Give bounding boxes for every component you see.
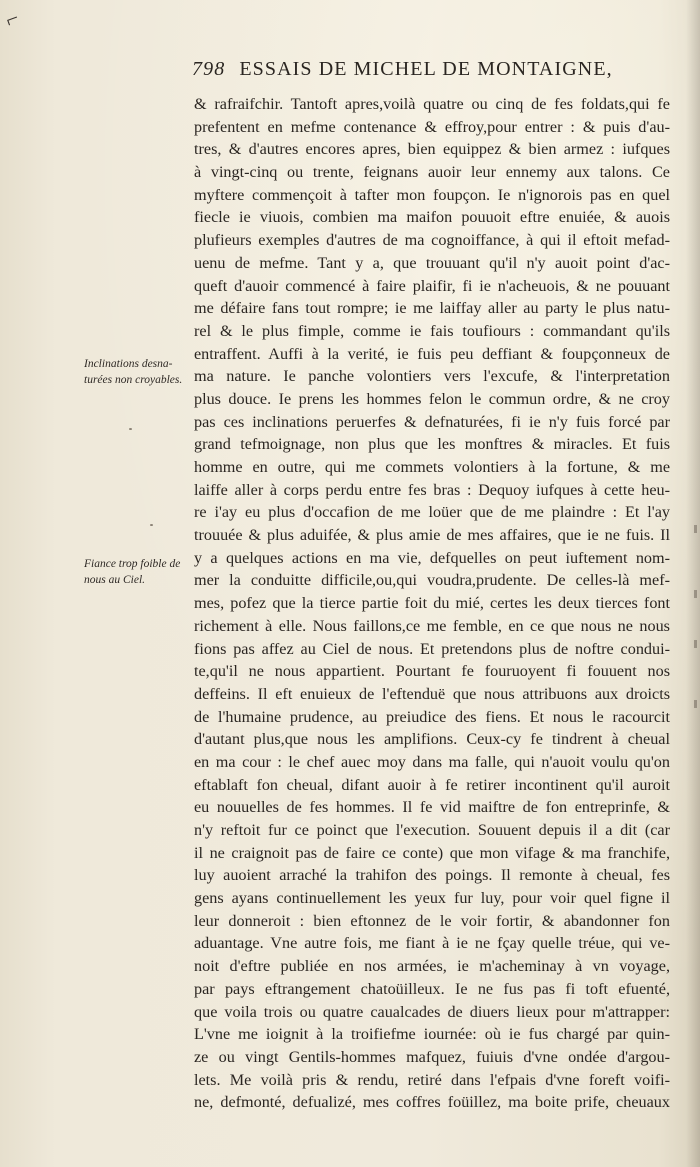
text-line: fions pas affez au Ciel de nous. Et pretendons plus de noftre condui-: [194, 639, 670, 658]
corner-ink-mark: ⌐: [1, 4, 23, 33]
margin-note-inclinations: Inclinations desna-turées non croyables.: [84, 358, 183, 386]
text-line: plufieurs exemples d'autres de ma cognoiffance, à qui il eftoit mefad-: [194, 231, 670, 250]
text-line: ne, defmonté, defualizé, mes coffres foüillez, ma boite prife, cheuaux: [194, 1093, 670, 1112]
text-line: L'vne me ioignit à la troifiefme iournée: où ie fus chargé par quin-: [194, 1025, 670, 1044]
text-line: entraffent. Auffi à la verité, ie fuis peu deffiant & foupçonneux de: [194, 344, 670, 363]
text-line: par pays eftrangement chatoüilleux. Ie ne fus pas fi toft efuenté,: [194, 979, 670, 998]
text-line: n'y reftoit fur ce poinct que l'execution. Souuent depuis il a dit (car: [194, 821, 670, 839]
text-line: pas ces inclinations peruerfes & defnaturées, fi ie n'y fuis forcé par: [194, 412, 670, 431]
text-line: rel & le plus fimple, comme ie fais toufiours : commandant qu'ils: [194, 321, 670, 340]
text-line: tres, & d'autres encores apres, bien equippez & bien armez : iufques: [194, 140, 670, 159]
body-text-block: [194, 93, 670, 1114]
text-line: eftablaft fon cheual, difant auoir à fe retirer incontinent qu'il auroit: [194, 775, 670, 794]
paper-speck: [129, 428, 132, 430]
text-line: en ma cour : le chef auec moy dans ma falle, qui n'auoit voulu qu'on: [194, 752, 670, 771]
text-line: homme en outre, qui me commets volontiers à la fortune, & me: [194, 458, 670, 476]
text-line: d'autant plus,que nous les amplifions. Ceux-cy fe tindrent à cheual: [194, 730, 670, 749]
running-header: [192, 58, 662, 81]
text-line: noit d'eftre publiée en nos armées, ie m'acheminay à vn voyage,: [194, 957, 670, 976]
text-line: ze ou vingt Gentils-hommes mafquez, fuiuis d'vne ondée d'argou-: [194, 1047, 670, 1066]
folio-number: 798: [192, 58, 226, 80]
text-line: myftere commençoit à tafter mon foupçon. Ie n'ignorois pas en quel: [194, 185, 670, 204]
text-line: luy auoient arraché la trahifon des poings. Il remonte à cheual, fes: [194, 866, 670, 885]
text-line: aduantage. Vne autre fois, me fiant à ie ne fçay quelle tréue, qui ve-: [194, 934, 670, 953]
text-line: laiffe aller à corps perdu entre fes bras : Dequoy iufques à cette heu-: [194, 480, 670, 499]
text-line: deffeins. Il eft enuieux de l'eftenduë que nous attribuons aux droicts: [194, 684, 670, 703]
page-gutter-shadow: [686, 0, 700, 1167]
text-line: ma nature. Ie panche volontiers vers l'excufe, & l'interpretation: [194, 367, 670, 386]
text-line: uenu de mefme. Tant y a, que trouuant qu'il n'y auoit point d'ac-: [194, 253, 670, 272]
text-line: il ne craignoit pas de faire ce conte) que mon vifage & ma franchife,: [194, 843, 670, 862]
paper-speck: [150, 524, 153, 526]
margin-note-fiance: Fiance trop foible de nous au Ciel.: [84, 558, 181, 586]
text-line: grand tefmoignage, non plus que les monftres & miracles. Et fuis: [194, 435, 670, 454]
text-line: de l'humaine prudence, au preiudice des fiens. Et nous le racourcit: [194, 707, 670, 726]
text-line: eu nouuelles de fes hommes. Il fe vid maiftre de fon entreprinfe, &: [194, 798, 670, 817]
running-title: ESSAIS DE MICHEL DE MONTAIGNE,: [239, 58, 613, 80]
text-line: fiecle ie viuois, combien ma maifon pouuoit eftre enuiée, & auois: [194, 208, 670, 227]
text-line: te,qu'il ne nous appartient. Pourtant fe fouruoyent fi fouuent nos: [194, 662, 670, 681]
text-line: gens ayans continuellement les yeux fur luy, pour voir quel figne il: [194, 889, 670, 908]
text-line: lets. Me voilà pris & rendu, retiré dans l'efpais d'vne foreft voifi-: [194, 1070, 670, 1089]
text-line: leur donneroit : bien eftonnez de le voir fortir, & abandonner fon: [194, 911, 670, 930]
text-line: me défaire fans tout rompre; ie me laiffay aller au party le plus natu-: [194, 299, 670, 318]
text-line: prefentent en mefme contenance & effroy,pour entrer : & puis d'au-: [194, 117, 670, 136]
text-line: mes, pofez que la tierce partie foit du mié, certes les deux tierces font: [194, 594, 670, 613]
text-line: re i'ay eu plus d'occafion de me loüer que de me plaindre : Et l'ay: [194, 503, 670, 522]
text-line: queft d'auoir commencé à faire plaifir, fi ie n'acheuois, & ne pouuant: [194, 276, 670, 295]
text-line: trouuée & plus aduifée, & plus amie de mes affaires, que ie ne fuis. Il: [194, 526, 670, 545]
text-line: que voila trois ou quatre caualcades de diuers lieux pour m'attrapper:: [194, 1002, 670, 1021]
text-line: y a quelques actions en ma vie, defquelles on peut iuftement nom-: [194, 548, 670, 567]
text-line: & rafraifchir. Tantoft apres,voilà quatre ou cinq de fes foldats,qui fe: [194, 95, 670, 113]
text-line: à vingt-cinq ou trente, feignans auoir leur ennemy aux talons. Ce: [194, 163, 670, 182]
text-line: plus douce. Ie prens les hommes felon le commun ordre, & ne croy: [194, 389, 670, 408]
text-line: richement à elle. Nous faillons,ce me femble, en ce que nous ne nous: [194, 616, 670, 635]
text-line: mer la conduitte difficile,ou,qui voudra,prudente. De celles-là mef-: [194, 571, 670, 590]
